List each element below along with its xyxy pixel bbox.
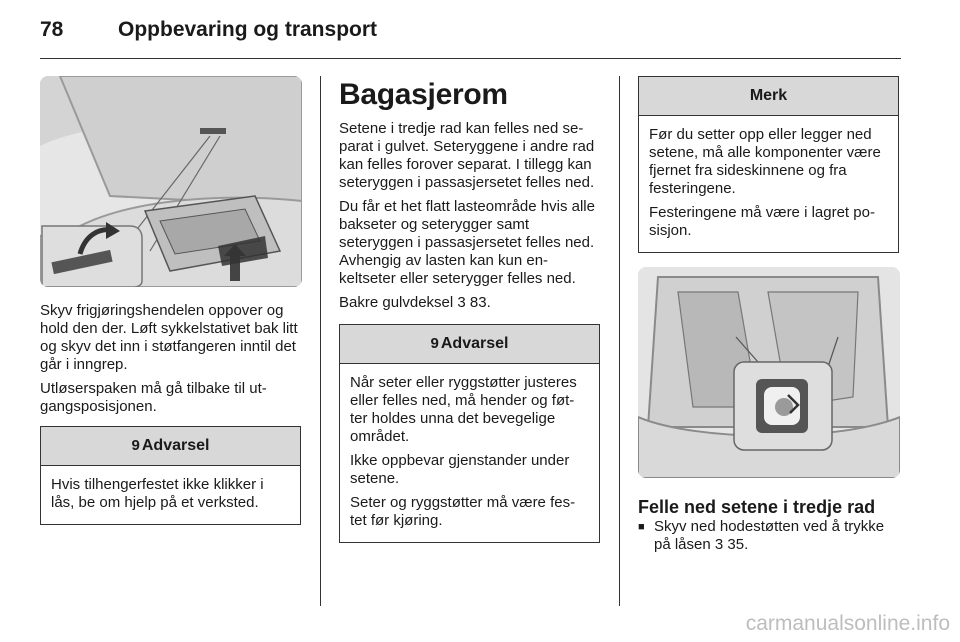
- left-paragraph-2: Utløserspaken må gå tilbake til ut-gangsposisjonen.: [40, 380, 267, 415]
- header-divider: [40, 58, 901, 59]
- middle-paragraph-2: Du får et het flatt lasteområde hvis alle bakseter og seterygger samt seteryggen i passasjersetet felles ned. Avhengig av lasten kan kun en-keltseter eller seterygger felles ned.: [339, 198, 595, 287]
- column-divider-left: [320, 76, 321, 606]
- warning-icon: 9: [131, 437, 140, 454]
- note-box: [638, 76, 899, 253]
- subsection-heading: Felle ned setene i tredje rad: [638, 497, 876, 517]
- warning-box-header: [41, 427, 300, 466]
- note-text-1: Før du setter opp eller legger ned setene, må alle komponenter være fjernet fra sideskinnene og fra festeringene.: [649, 126, 881, 197]
- ref-arrow-icon: 3: [714, 536, 724, 553]
- note-text-2: Festeringene må være i lagret po-sisjon.: [649, 204, 875, 239]
- section-heading: Bagasjerom: [339, 78, 508, 111]
- warning-text-3: Seter og ryggstøtter må være fes-tet før kjøring.: [350, 494, 576, 529]
- warning-text-2: Ikke oppbevar gjenstander under setene.: [350, 452, 570, 487]
- list-item-text: [654, 518, 900, 554]
- watermark: carmanualsonline.info: [745, 612, 950, 635]
- warning-title: Advarsel: [141, 437, 210, 454]
- middle-column: [339, 78, 601, 543]
- cross-ref-text: Bakre gulvdeksel: [339, 294, 454, 311]
- middle-paragraph-3: [339, 294, 601, 312]
- warning-title: Advarsel: [440, 335, 509, 352]
- bullet-icon: ■: [638, 521, 645, 533]
- warning-box-left: [40, 426, 301, 525]
- left-paragraph-1: Skyv frigjøringshendelen oppover og hold den der. Løft sykkelstativet bak litt og skyv det inn i støtfangeren inntil det går i inngrep.: [40, 302, 298, 373]
- middle-paragraph-1: Setene i tredje rad kan felles ned se-parat i gulvet. Seteryggene i andre rad kan felles forover separat. I tillegg kan seteryggen i passasjersetet felles ned.: [339, 120, 595, 191]
- note-box-body: [639, 116, 898, 252]
- bullet-text: Skyv ned hodestøtten ved å trykke på låsen: [654, 518, 885, 553]
- cargo-area-illustration: [638, 267, 900, 478]
- warning-box-header: [340, 325, 599, 364]
- note-box-header: Merk: [639, 77, 898, 116]
- left-column: [40, 76, 302, 525]
- page-ref[interactable]: 83.: [469, 294, 491, 311]
- warning-text-1: Når seter eller ryggstøtter justeres eller felles ned, må hender og føt-ter holdes unna det bevegelige området.: [350, 374, 577, 445]
- warning-box-body: [340, 364, 599, 542]
- page-header: [40, 14, 901, 52]
- warning-icon: 9: [430, 335, 439, 352]
- cargo-area-figure: [638, 267, 900, 478]
- page-number: 78: [40, 18, 64, 41]
- bike-carrier-illustration: [40, 76, 302, 287]
- page-title: Oppbevaring og transport: [118, 18, 378, 41]
- bike-carrier-figure: [40, 76, 302, 287]
- page-ref[interactable]: 35.: [727, 536, 749, 553]
- warning-box-middle: [339, 324, 600, 543]
- warning-box-body: [41, 466, 300, 524]
- list-item: [638, 518, 900, 554]
- right-column: [638, 76, 900, 554]
- ref-arrow-icon: 3: [457, 294, 466, 311]
- column-divider-right: [619, 76, 620, 606]
- warning-text: Hvis tilhengerfestet ikke klikker i lås, be om hjelp på et verksted.: [51, 476, 264, 511]
